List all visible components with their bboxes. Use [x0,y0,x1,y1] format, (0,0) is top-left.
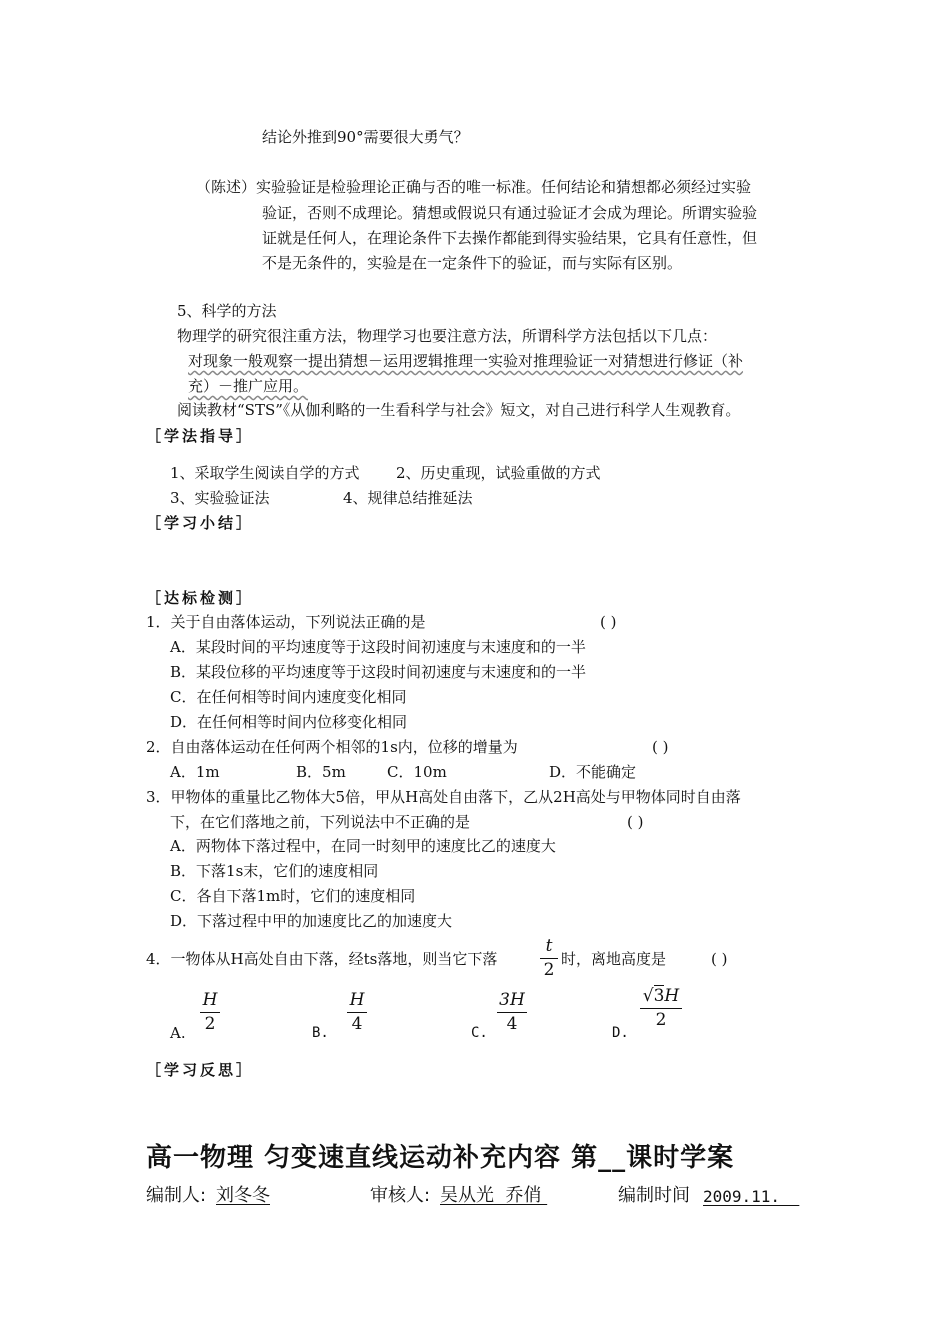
q4-option-d-denominator: 2 [655,1010,667,1030]
q3-stem-line2: 下，在它们落地之前，下列说法中不正确的是 [170,813,471,831]
q4-fraction-numerator: t [540,938,558,959]
author-name: 刘冬冬 [216,1185,270,1206]
q1-option-b: B．某段位移的平均速度等于这段时间初速度与末速度和的一半 [170,663,587,681]
q4-option-d-root-tail: H [664,986,680,1006]
guide-item-2: 2、历史重现，试验重做的方式 [396,464,601,482]
intro-line: 结论外推到90°需要很大勇气？ [262,128,469,146]
q4-option-c-numerator: 3H [497,992,527,1013]
q1-option-a: A．某段时间的平均速度等于这段时间初速度与末速度和的一半 [170,638,586,656]
q1-option-c: C．在任何相等时间内速度变化相同 [170,688,407,706]
q4-option-b-label: B. [312,1025,329,1041]
reviewer-names: 吴从光 乔俏 [440,1185,548,1206]
q1-option-d: D．在任何相等时间内位移变化相同 [170,713,408,731]
q3-answer-paren: ( ) [627,813,644,831]
method-steps-line1: 对现象一般观察一提出猜想－运用逻辑推理一实验对推理验证一对猜想进行修证（补 [188,352,744,370]
q2-option-c: C．10m [387,763,447,781]
method-reading: 阅读教材“STS”《从伽利略的一生看科学与社会》短文，对自己进行科学人生观教育。 [177,401,741,419]
q4-stem-before: 4．一物体从H高处自由下落，经ts落地，则当它下落 [146,950,498,968]
statement-label: （陈述） [196,178,257,196]
next-lesson-title: 高一物理 匀变速直线运动补充内容 第__课时学案 [146,1143,735,1173]
q4-option-c-denominator: 4 [506,1014,518,1034]
guide-item-1: 1、采取学生阅读自学的方式 [170,464,360,482]
statement-line-4: 不是无条件的，实验是在一定条件下的验证，而与实际有区别。 [262,254,683,272]
q4-option-a-fraction [200,992,220,1033]
q4-answer-paren: ( ) [711,950,728,968]
date-value: 2009.11. [703,1187,800,1206]
guide-item-4: 4、规律总结推延法 [343,489,473,507]
statement-first-line: 实验验证是检验理论正确与否的唯一标准。任何结论和猜想都必须经过实验 [256,178,752,196]
q4-option-c-label: C. [471,1025,488,1041]
q4-fraction-denominator: 2 [543,960,555,980]
q3-option-c: C．各自下落1m时，它们的速度相同 [170,887,416,905]
q4-option-d-fraction [640,988,682,1029]
q4-option-d-root: 3 [653,986,665,1006]
summary-heading: ［学习小结］ [146,514,255,532]
method-steps-line2: 充）－推广应用。 [188,377,309,395]
q4-option-d-numerator: √3H [640,988,682,1009]
q4-option-c-fraction [497,992,527,1033]
q4-option-a-numerator: H [200,992,220,1013]
q1-stem: 1．关于自由落体运动，下列说法正确的是 [146,613,426,631]
q4-option-a-denominator: 2 [204,1014,216,1034]
q3-stem-line1: 3．甲物体的重量比乙物体大5倍，甲从H高处自由落下，乙从2H高处与甲物体同时自由落 [146,788,741,806]
q3-option-a: A．两物体下落过程中，在同一时刻甲的速度比乙的速度大 [170,837,556,855]
q2-option-d: D．不能确定 [549,763,637,781]
method-intro: 物理学的研究很注重方法，物理学习也要注意方法，所谓科学方法包括以下几点： [177,327,718,345]
reflection-heading: ［学习反思］ [146,1061,255,1079]
statement-line-2: 验证，否则不成理论。猜想或假说只有通过验证才会成为理论。所谓实验验 [262,204,758,222]
q3-option-b: B．下落1s末，它们的速度相同 [170,862,379,880]
q1-answer-paren: ( ) [600,613,617,631]
reviewer-label: 审核人: [370,1185,431,1206]
q4-stem-fraction [540,938,558,979]
guide-item-3: 3、实验验证法 [170,489,270,507]
q4-option-b-denominator: 4 [351,1014,363,1034]
q3-option-d: D．下落过程中甲的加速度比乙的加速度大 [170,912,453,930]
date-label: 编制时间 [618,1185,690,1206]
q2-option-a: A．1m [170,763,220,781]
author-label: 编制人: [146,1185,207,1206]
q2-option-b: B．5m [296,763,346,781]
test-heading: ［达标检测］ [146,589,255,607]
q4-option-b-fraction [347,992,367,1033]
q4-option-b-numerator: H [347,992,367,1013]
method-heading: 5、科学的方法 [177,302,277,320]
q2-stem: 2．自由落体运动在任何两个相邻的1s内，位移的增量为 [146,738,518,756]
statement-line-3: 证就是任何人，在理论条件下去操作都能到得实验结果，它具有任意性，但 [262,229,758,247]
guide-heading: ［学法指导］ [146,427,255,445]
q4-option-a-label: A. [170,1024,186,1042]
q2-answer-paren: ( ) [652,738,669,756]
q4-stem-after: 时，离地高度是 [561,950,667,968]
q4-option-d-label: D. [612,1025,629,1041]
